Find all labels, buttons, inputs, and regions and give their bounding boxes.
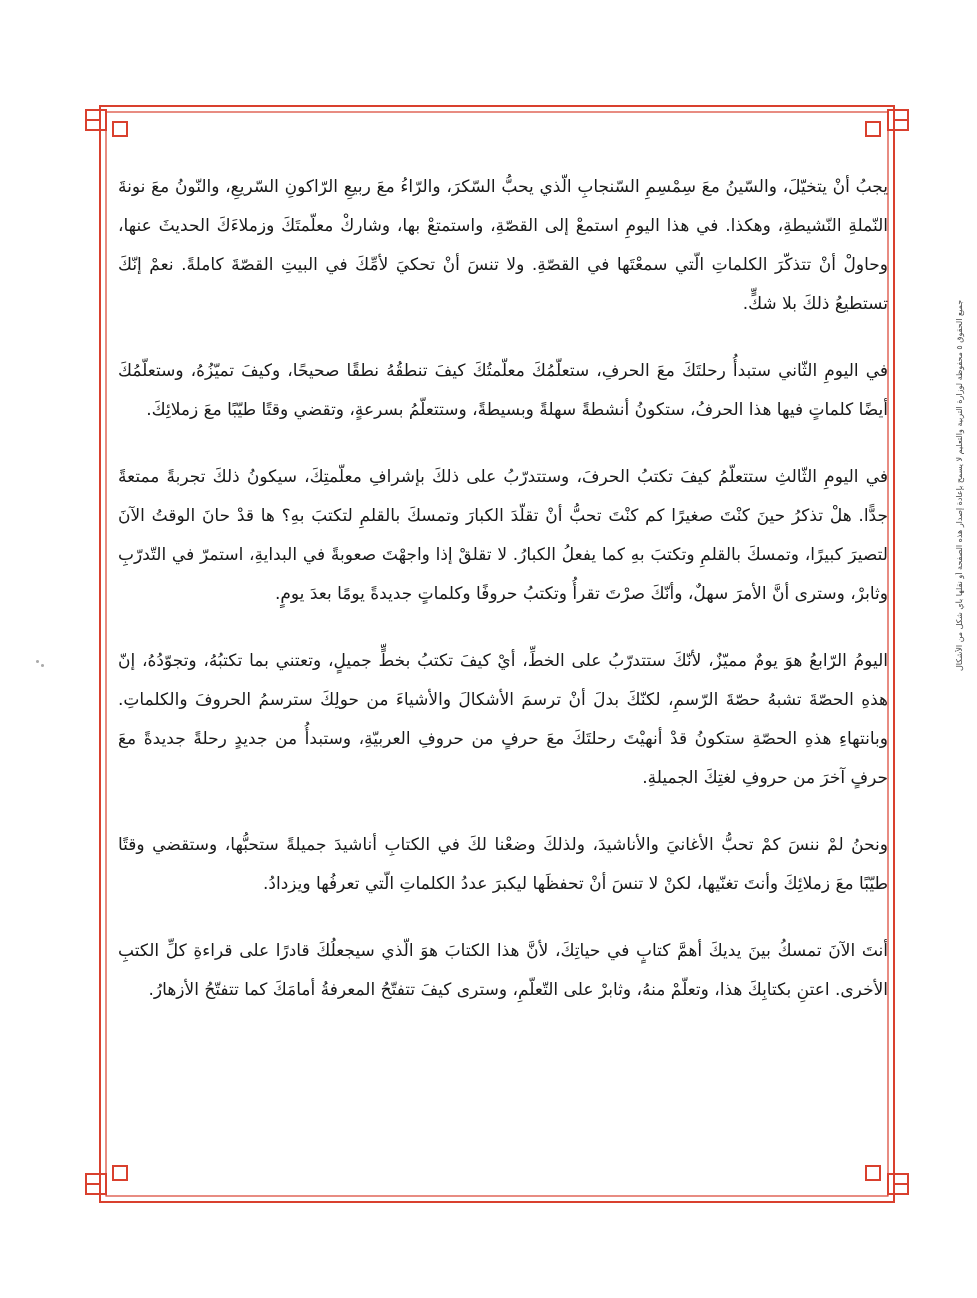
paragraph-5: ونحنُ لمْ ننسَ كمْ تحبُّ الأغانيَ والأناشيدَ، ولذلكَ وضعْنا لكَ في الكتابِ أناشيدَ جميلةً ستحبُّها، وستقضي وقتًا طيّبًا معَ زملائِكَ وأنتَ تغنّيها، لكنْ لا تنسَ أنْ تحفظَها ليكبرَ عددُ الكلماتِ الّتي تعرفُها ويزدادُ. <box>118 835 888 894</box>
paragraph-1: يجبُ أنْ يتخيّلَ، والسّينُ معَ سِمْسِمِ السّنجابِ الّذي يحبُّ السّكرَ، والرّاءُ معَ ربيعِ الرّاكونِ السّريعِ، والنّونُ معَ نونةَ النّملةِ النّشيطةِ، وهكذا. في هذا اليومِ استمعْ إلى القصّةِ، واستمتعْ بها، وشاركْ معلّمتَكَ وزملاءَكَ الحديثَ عنها، وحاولْ أنْ تتذكّرَ الكلماتِ الّتي سمعْتَها في القصّةِ. ولا تنسَ أنْ تحكيَ لأمِّكَ في البيتِ القصّةَ كاملةً. نعمْ إنّكَ تستطيعُ ذلكَ بلا شكٍّ. <box>118 177 888 314</box>
paragraph-2: في اليومِ الثّاني ستبدأُ رحلتَكَ معَ الحرفِ، ستعلّمُكَ معلّمتُكَ كيفَ تنطقُهُ نطقًا صحيحًا، وكيفَ تميّزُهُ، وستعلّمُكَ أيضًا كلماتٍ فيها هذا الحرفُ، ستكونُ أنشطةً سهلةً وبسيطةً، وستتعلّمُ بسرعةٍ، وتقضي وقتًا طيّبًا معَ زملائِكَ. <box>118 361 888 420</box>
copyright-side-note: جميع الحقوق ٥ محفوظة لوزارة التربية والتعليم لا يسمح بإعادة إصدار هذه الصفحة أو نقلها بأي شكل من الأشكال <box>955 300 964 672</box>
scan-speck <box>41 664 44 667</box>
scan-speck <box>36 660 39 663</box>
paragraph-6: أنتَ الآنَ تمسكُ بينَ يديكَ أهمَّ كتابٍ في حياتِكَ، لأنَّ هذا الكتابَ هوَ الّذي سيجعلُكَ قادرًا على قراءةِ كلِّ الكتبِ الأخرى. اعتنِ بكتابِكَ هذا، وتعلّمْ منهُ، وثابرْ على التّعلّمِ، وسترى كيفَ تتفتّحُ المعرفةُ أمامَكَ كما تتفتّحُ الأزهارُ. <box>118 941 888 1000</box>
paragraph-3: في اليومِ الثّالثِ ستتعلّمُ كيفَ تكتبُ الحرفَ، وستتدرّبُ على ذلكَ بإشرافِ معلّمتِكَ، سيكونُ ذلكَ تجربةً ممتعةً جدًّا. هلْ تذكرُ حينَ كنْتَ صغيرًا كم كنْتَ تحبُّ أنْ تقلّدَ الكبارَ وتمسكَ بالقلمِ لتكتبَ بهِ؟ ها قدْ حانَ الوقتُ الآنَ لتصيرَ كبيرًا، وتمسكَ بالقلمِ وتكتبَ بهِ كما يفعلُ الكبارُ. لا تقلقْ إذا واجهْتَ صعوبةً في البدايةِ، استمرّ في التّدرّبِ وثابرْ، وسترى أنَّ الأمرَ سهلٌ، وأنّكَ صرْتَ تقرأُ وتكتبُ حروفًا وكلماتٍ جديدةً يومًا بعدَ يومٍ. <box>118 467 888 604</box>
paragraph-4: اليومُ الرّابعُ هوَ يومٌ مميّزٌ، لأنّكَ ستتدرّبُ على الخطِّ، أيْ كيفَ تكتبُ بخطٍّ جميلٍ، وتعتني بما تكتبُهُ، وتجوّدُهُ، إنّ هذهِ الحصّةَ تشبهُ حصّةَ الرّسمِ، لكنّكَ بدلَ أنْ ترسمَ الأشكالَ والأشياءَ من حولِكَ سترسمُ الحروفَ والكلماتِ. وبانتهاءِ هذهِ الحصّةِ ستكونُ قدْ أنهيْتَ رحلتَكَ معَ حرفٍ من حروفِ العربيّةِ، وستبدأُ من جديدٍ رحلةً جديدةً معَ حرفٍ آخرَ من حروفِ لغتِكَ الجميلةِ. <box>118 651 888 788</box>
body-text <box>118 168 888 1038</box>
